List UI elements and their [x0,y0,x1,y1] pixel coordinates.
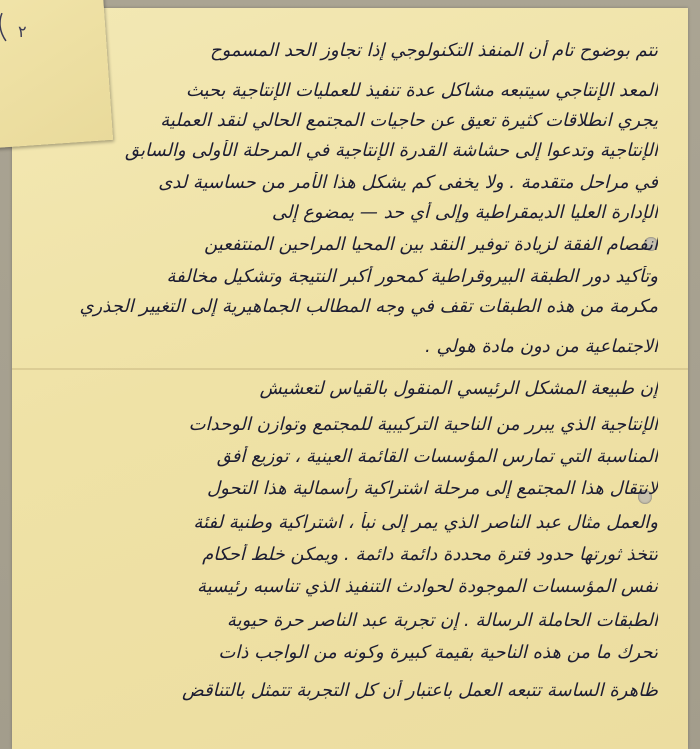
text-line: إن طبيعة المشكل الرئيسي المنقول بالقياس لتعشيش [259,378,658,399]
text-line: في مراحل متقدمة . ولا يخفى كم يشكل هذا الأمر من حساسية لدى [158,172,658,193]
text-line: والعمل مثال عبد الناصر الذي يمر إلى نبأ ، اشتراكية وطنية لفئة [193,512,658,533]
text-line: تتم بوضوح تام أن المنفذ التكنولوجي إذا تجاوز الحد المسموح [209,40,658,61]
text-line: ظاهرة الساسة تتبعه العمل باعتبار أن كل التجربة تتمثل بالتناقض [181,680,658,701]
text-line: يجري انطلاقات كثيرة تعيق عن حاجيات المجتمع الحالي لنقد العملية [160,110,658,131]
text-line: نفس المؤسسات الموجودة لحوادث التنفيذ الذي تناسبه رئيسية [196,576,658,597]
text-line: تحرك ما من هذه الناحية بقيمة كبيرة وكونه من الواجب ذات [218,642,658,663]
text-line: الطبقات الحاملة الرسالة . إن تجربة عبد الناصر حرة حيوية [226,610,658,631]
text-line: تتخذ ثورتها حدود فترة محددة دائمة دائمة . ويمكن خلط أحكام [202,544,658,565]
text-line: وتأكيد دور الطبقة البيروقراطية كمحور أكبر النتيجة وتشكيل مخالفة [166,266,658,287]
text-line: الاجتماعية من دون مادة هولي . [425,336,658,357]
text-line: المناسبة التي تمارس المؤسسات القائمة العينية ، توزيع أفق [216,446,658,467]
text-line: المعد الإنتاجي سيتبعه مشاكل عدة تنفيذ للعمليات الإنتاجية بحيث [185,80,658,101]
text-line: الإنتاجية الذي يبرر من الناحية التركيبية للمجتمع وتوازن الوحدات [188,414,658,435]
text-line: انفصام الفقة لزيادة توفير النقد بين المحيا المراحين المنتفعين [204,234,658,255]
text-line: الإدارة العليا الديمقراطية وإلى أي حد — يمضوع إلى [271,202,658,223]
text-line: مكرمة من هذه الطبقات تقف في وجه المطالب الجماهيرية إلى التغيير الجذري [79,296,658,317]
text-line: الإنتاجية وتدعوا إلى حشاشة القدرة الإنتاجية في المرحلة الأولى والسابق [124,140,658,161]
margin-note: ٢ [18,22,27,41]
text-line: لانتقال هذا المجتمع إلى مرحلة اشتراكية رأسمالية هذا التحول [206,478,658,499]
